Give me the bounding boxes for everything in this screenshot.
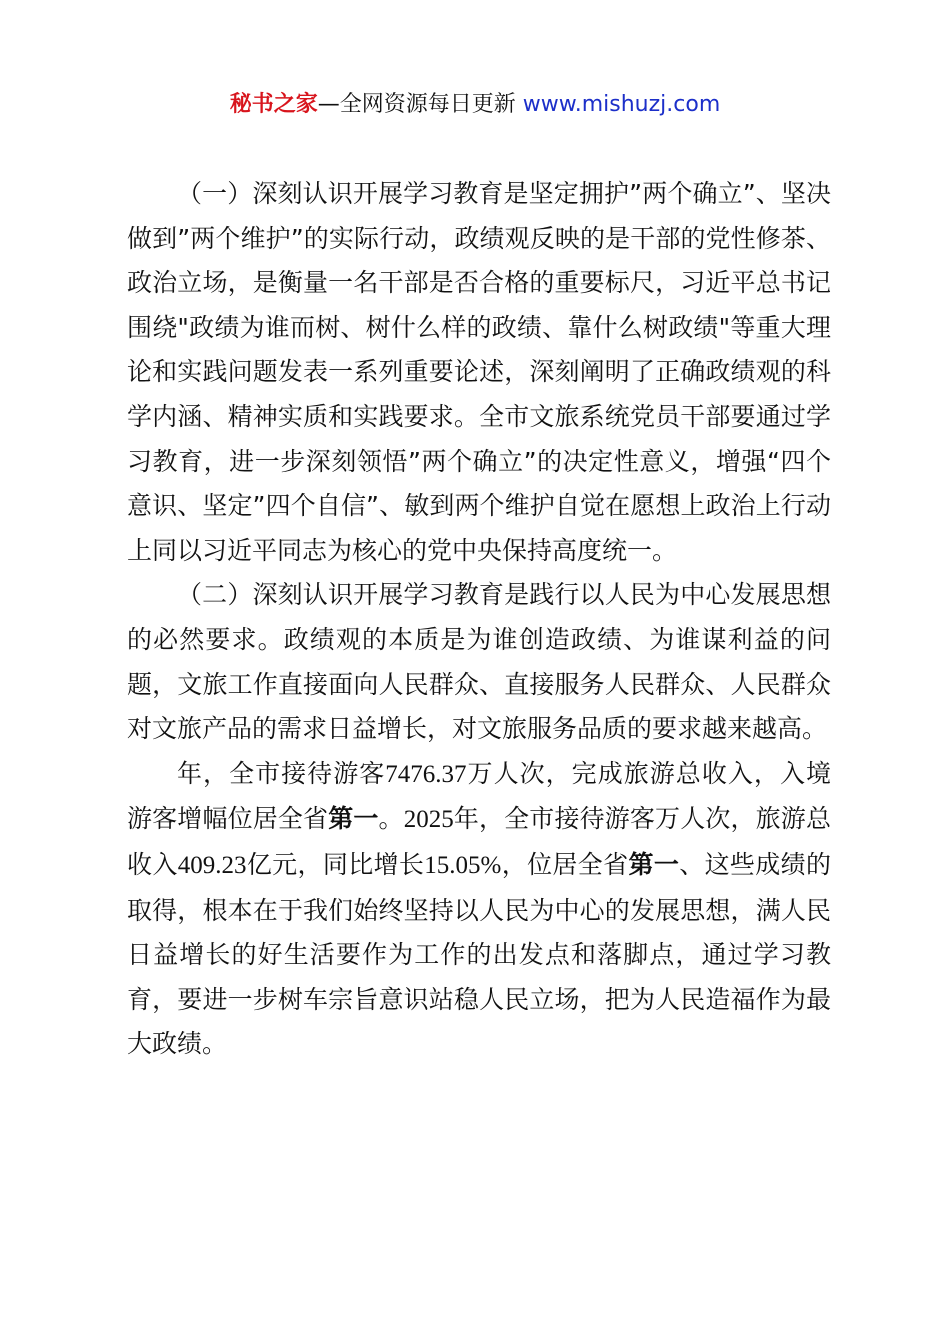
p3-number-growth: 15.05% xyxy=(424,851,502,879)
p3-text-6: ，位居全省 xyxy=(501,849,629,879)
p3-number-year: 2025 xyxy=(403,806,454,834)
p3-text-3: 。 xyxy=(378,804,404,834)
header-tagline: —全网资源每日更新 xyxy=(317,92,523,117)
document-body xyxy=(127,172,831,1067)
p3-text-2: 万人次，完成旅游总收入，入境游客增幅位居全省 xyxy=(127,758,831,834)
p3-text-1: 年，全市接待游客 xyxy=(177,758,386,788)
p3-text-7: 、这些成绩的取得，根本在于我们始终坚持以人民为中心的发展思想，满人民日益增长的好生活要作为工作的出发点和落脚点，通过学习教育，要进一步树车宗旨意识站稳人民立场，把为人民造福作为最大政绩。 xyxy=(127,849,831,1059)
p3-number-visitors: 7476.37 xyxy=(385,760,467,788)
p3-bold-first-1: 第一 xyxy=(328,804,379,834)
paragraph-3 xyxy=(127,752,831,1067)
header-brand: 秘书之家 xyxy=(229,92,318,117)
paragraph-1: （一）深刻认识开展学习教育是坚定拥护”两个确立”、坚决做到”两个维护”的实际行动，政绩观反映的是干部的党性修茶、政治立场，是衡量一名干部是否合格的重要标尺，习近平总书记围绕"政绩为谁而树、树什么样的政绩、靠什么树政绩"等重大理论和实践问题发表一系列重要论述，深刻阐明了正确政绩观的科学内涵、精神实质和实践要求。全市文旅系统党员干部要通过学习教育，进一步深刻领悟”两个确立”的决定性意义，增强“四个意识、坚定”四个自信”、敏到两个维护自觉在愿想上政治上行动上同以习近平同志为核心的党中央保持高度统一。 xyxy=(127,179,831,565)
p3-text-5: 亿元，同比增长 xyxy=(246,849,425,879)
p3-bold-first-2: 第一 xyxy=(628,849,680,879)
p3-number-revenue: 409.23 xyxy=(177,851,247,879)
p3-text-4: 年，全市接待游客万人次，旅游总收入 xyxy=(127,804,831,879)
paragraph-2: （二）深刻认识开展学习教育是践行以人民为中心发展思想的必然要求。政绩观的本质是为谁创造政绩、为谁谋利益的问题，文旅工作直接面向人民群众、直接服务人民群众、人民群众对文旅产品的需求日益增长，对文旅服务品质的要求越来越高。 xyxy=(127,580,831,744)
header-site-url: www.mishuzj.com xyxy=(522,92,721,117)
page-header xyxy=(0,88,950,122)
